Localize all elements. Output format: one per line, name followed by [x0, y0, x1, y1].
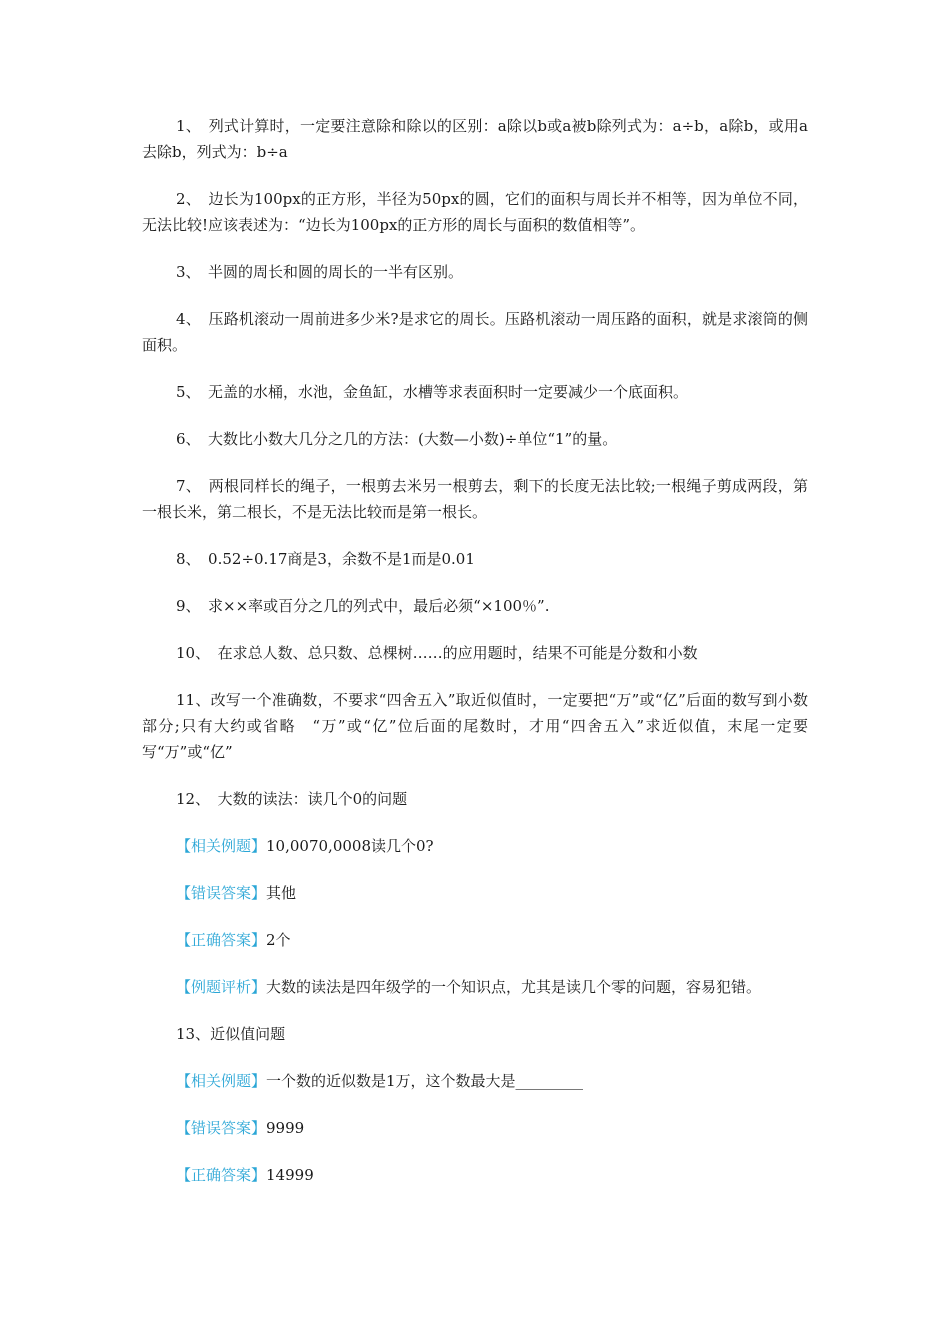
item-5: 5、 无盖的水桶，水池，金鱼缸，水槽等求表面积时一定要减少一个底面积。	[176, 383, 689, 401]
tag-correct-answer: 【正确答案】	[176, 1166, 267, 1184]
item-13: 13、近似值问题	[176, 1025, 286, 1043]
tag-wrong-answer: 【错误答案】	[176, 1119, 267, 1137]
item-3: 3、 半圆的周长和圆的周长的一半有区别。	[176, 263, 464, 281]
q12-example-text: 10,0070,0008读几个0?	[266, 837, 434, 855]
tag-related-example: 【相关例题】	[176, 1072, 267, 1090]
q12-wrong	[142, 880, 808, 906]
q13-wrong	[142, 1115, 808, 1141]
item-10: 10、 在求总人数、总只数、总棵树……的应用题时，结果不可能是分数和小数	[176, 644, 698, 662]
item-7: 7、 两根同样长的绳子，一根剪去米另一根剪去，剩下的长度无法比较;一根绳子剪成两段，第一根长米，第二根长，不是无法比较而是第一根长。	[142, 477, 808, 521]
item-4: 4、 压路机滚动一周前进多少米?是求它的周长。压路机滚动一周压路的面积，就是求滚筒的侧面积。	[142, 310, 808, 354]
item-8: 8、 0.52÷0.17商是3，余数不是1而是0.01	[176, 550, 475, 568]
q12-example	[142, 833, 808, 859]
item-6: 6、 大数比小数大几分之几的方法：(大数—小数)÷单位“1”的量。	[176, 430, 618, 448]
tag-analysis: 【例题评析】	[176, 978, 267, 996]
q12-analysis	[142, 974, 808, 1000]
q13-right-text: 14999	[266, 1166, 314, 1184]
item-1: 1、 列式计算时，一定要注意除和除以的区别：a除以b或a被b除列式为：a÷b，a除b，或用a去除b，列式为：b÷a	[142, 117, 808, 161]
q12-wrong-text: 其他	[266, 884, 297, 902]
q13-wrong-text: 9999	[266, 1119, 305, 1137]
q12-right	[142, 927, 808, 953]
item-11: 11、改写一个准确数，不要求“四舍五入”取近似值时，一定要把“万”或“亿”后面的数写到小数部分;只有大约或省略 “万”或“亿”位后面的尾数时，才用“四舍五入”求近似值，末尾一定要写“万”或“亿”	[142, 691, 808, 761]
tag-related-example: 【相关例题】	[176, 837, 267, 855]
q13-right	[142, 1162, 808, 1188]
tag-correct-answer: 【正确答案】	[176, 931, 267, 949]
tag-wrong-answer: 【错误答案】	[176, 884, 267, 902]
q13-example	[142, 1068, 808, 1094]
q12-right-text: 2个	[266, 931, 291, 949]
q13-example-text: 一个数的近似数是1万，这个数最大是_________	[266, 1072, 584, 1090]
item-12: 12、 大数的读法：读几个0的问题	[176, 790, 408, 808]
document-body	[142, 113, 808, 1209]
item-9: 9、 求××率或百分之几的列式中，最后必须“×100％”.	[176, 597, 550, 615]
q12-analysis-text: 大数的读法是四年级学的一个知识点，尤其是读几个零的问题，容易犯错。	[266, 978, 762, 996]
item-2: 2、 边长为100px的正方形，半径为50px的圆，它们的面积与周长并不相等，因为单位不同，无法比较!应该表述为：“边长为100px的正方形的周长与面积的数值相等”。	[142, 190, 808, 234]
